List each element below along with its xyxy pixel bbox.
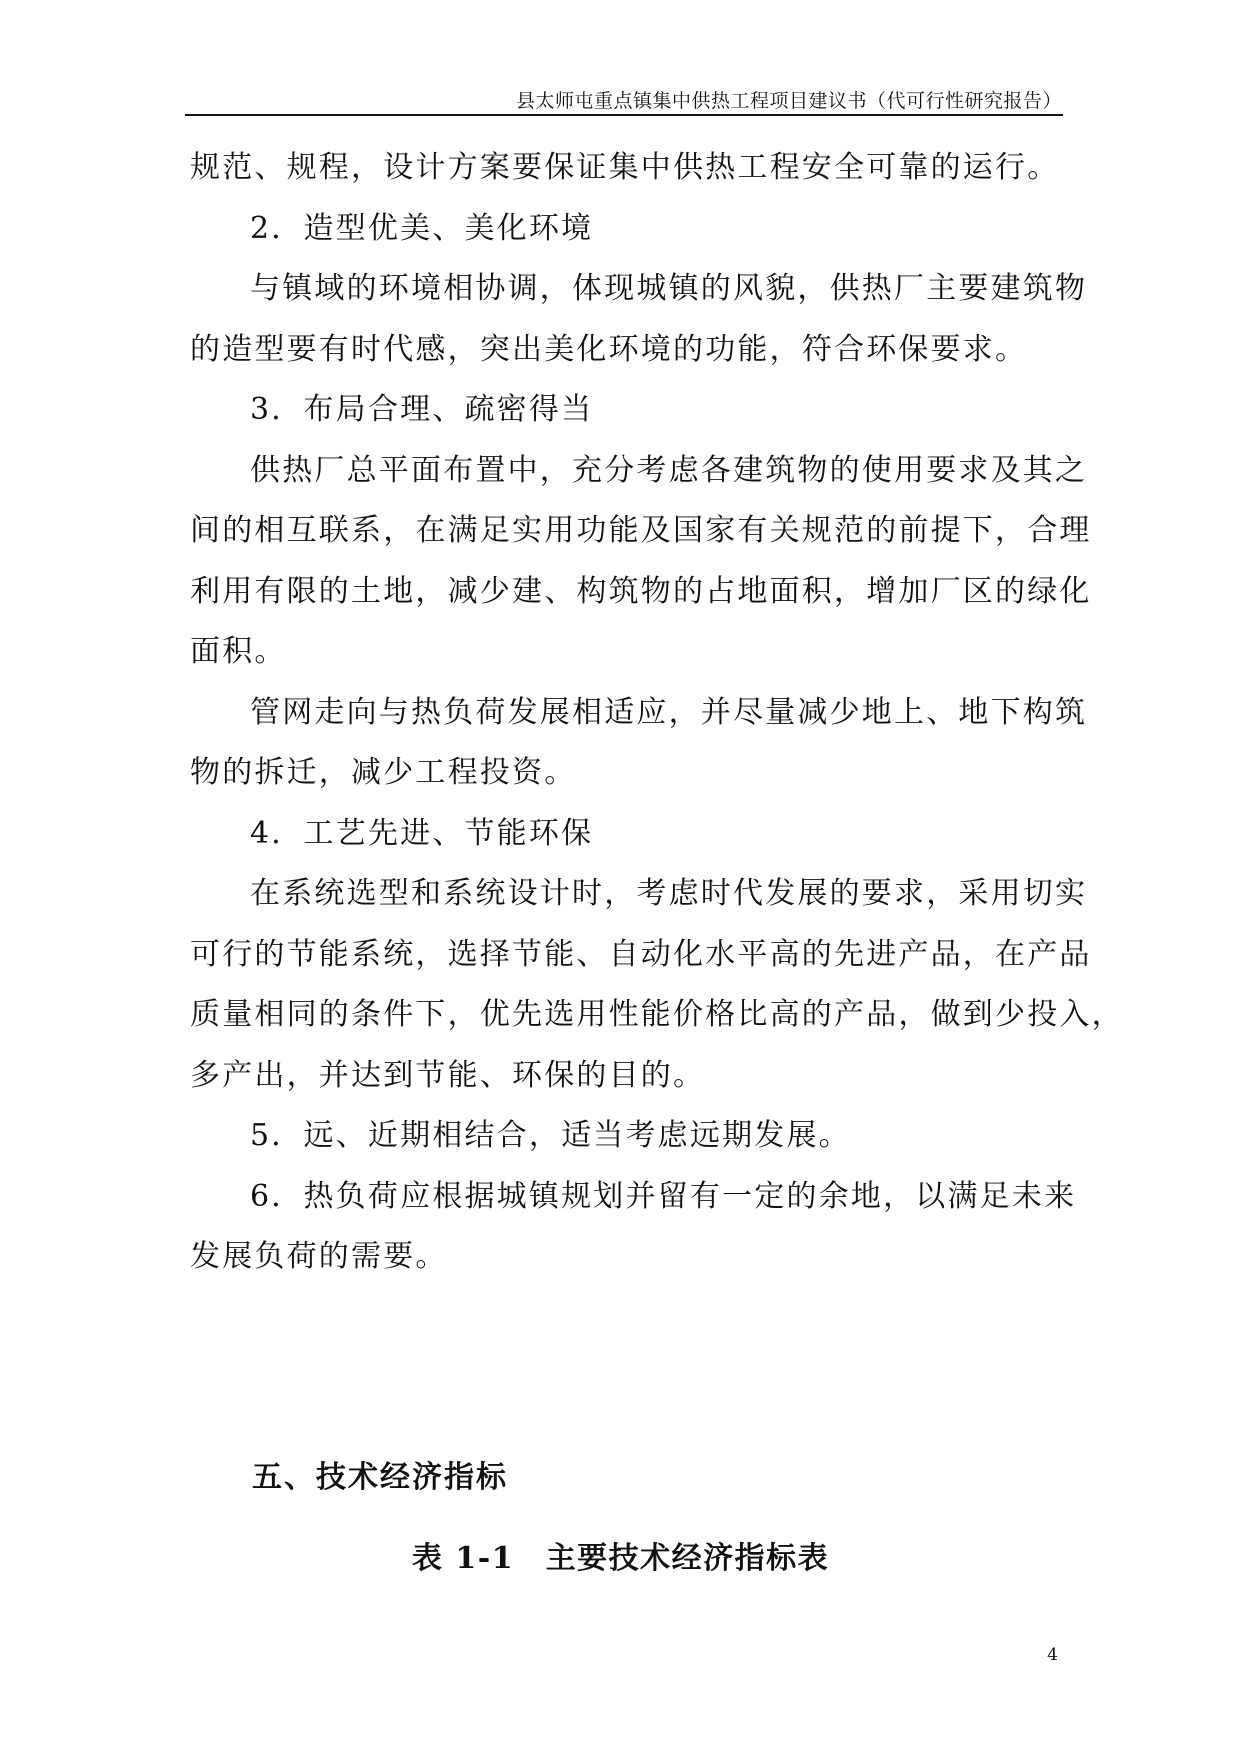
paragraph-line: 供热厂总平面布置中，充分考虑各建筑物的使用要求及其之 xyxy=(250,452,1088,488)
paragraph-line: 管网走向与热负荷发展相适应，并尽量减少地上、地下构筑 xyxy=(250,694,1088,730)
paragraph-line: 发展负荷的需要。 xyxy=(190,1239,448,1274)
paragraph-line: 与镇域的环境相协调，体现城镇的风貌，供热厂主要建筑物 xyxy=(250,271,1088,306)
section-heading: 五、技术经济指标 xyxy=(252,1460,508,1495)
table-caption: 表 1-1 主要技术经济指标表 xyxy=(411,1541,830,1576)
running-header: 县太师屯重点镇集中供热工程项目建议书（代可行性研究报告） xyxy=(515,90,1062,112)
body-text xyxy=(190,148,1124,1298)
paragraph-line: 规范、规程，设计方案要保证集中供热工程安全可靠的运行。 xyxy=(190,150,1060,185)
paragraph-line: 面积。 xyxy=(190,634,287,669)
list-item-heading: 2．造型优美、美化环境 xyxy=(250,210,594,246)
paragraph-line: 质量相同的条件下，优先选用性能价格比高的产品，做到少投入， xyxy=(190,997,1124,1032)
paragraph-line: 物的拆迁，减少工程投资。 xyxy=(190,755,577,790)
paragraph-line: 可行的节能系统，选择节能、自动化水平高的先进产品，在产品 xyxy=(190,936,1092,972)
header-rule xyxy=(185,114,1063,116)
list-item-heading: 3．布局合理、疏密得当 xyxy=(250,392,594,427)
list-item-heading: 4．工艺先进、节能环保 xyxy=(250,815,594,851)
paragraph-line: 多产出，并达到节能、环保的目的。 xyxy=(190,1057,706,1093)
list-item-heading: 6．热负荷应根据城镇规划并留有一定的余地，以满足未来 xyxy=(250,1178,1077,1214)
page-number: 4 xyxy=(1047,1645,1058,1665)
paragraph-line: 在系统选型和系统设计时，考虑时代发展的要求，采用切实 xyxy=(250,876,1088,911)
paragraph-line: 利用有限的土地，减少建、构筑物的占地面积，增加厂区的绿化 xyxy=(190,573,1092,609)
paragraph-line: 的造型要有时代感，突出美化环境的功能，符合环保要求。 xyxy=(190,331,1028,367)
list-item-heading: 5．远、近期相结合，适当考虑远期发展。 xyxy=(250,1118,851,1153)
paragraph-line: 间的相互联系，在满足实用功能及国家有关规范的前提下，合理 xyxy=(190,513,1092,548)
